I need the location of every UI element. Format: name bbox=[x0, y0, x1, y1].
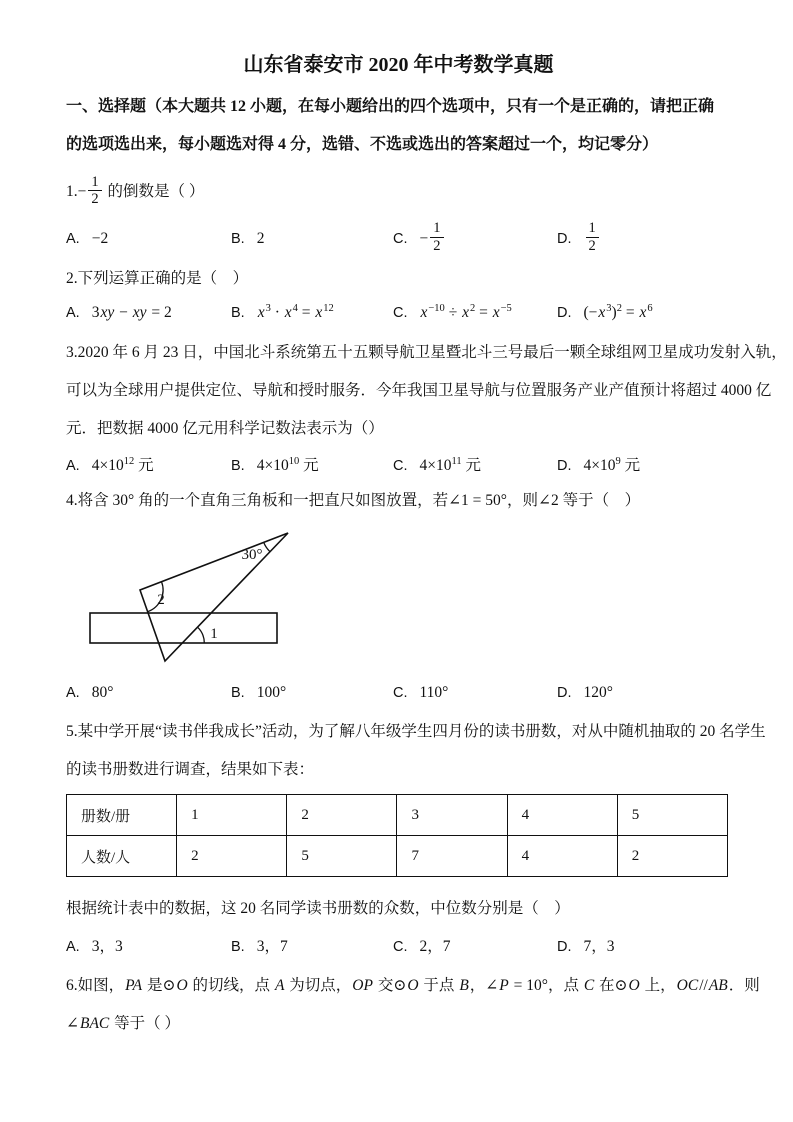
table-cell: 5 bbox=[287, 836, 397, 877]
question-1-option-b bbox=[231, 230, 393, 248]
option-label: A. bbox=[66, 685, 80, 701]
option-label: A. bbox=[66, 458, 80, 474]
text: = 2 bbox=[147, 304, 172, 321]
math-text: x bbox=[639, 304, 647, 321]
triangle-ruler-figure bbox=[80, 520, 320, 672]
text: 元 bbox=[620, 457, 641, 474]
question-1-stem bbox=[66, 168, 731, 216]
math-text: x bbox=[598, 304, 606, 321]
text: 于点 bbox=[419, 977, 459, 994]
angle-30-label: 30° bbox=[241, 547, 263, 563]
superscript: 2 bbox=[616, 302, 622, 314]
question-1 bbox=[66, 168, 731, 262]
option-body bbox=[92, 230, 109, 247]
superscript: 12 bbox=[323, 302, 334, 314]
text: 80° bbox=[91, 684, 114, 701]
math-text: O bbox=[407, 977, 419, 994]
question-2-option-d bbox=[557, 304, 731, 322]
table-cell: 1 bbox=[177, 795, 287, 836]
option-body bbox=[92, 457, 154, 474]
option-label: D. bbox=[557, 305, 572, 321]
text: = bbox=[297, 304, 315, 321]
superscript: 6 bbox=[647, 302, 653, 314]
question-3-line-2: 可以为全球用户提供定位、导航和授时服务．今年我国卫星导航与位置服务产业产值预计将超过 4000 亿 bbox=[66, 382, 772, 399]
option-label: B. bbox=[231, 305, 245, 321]
math-text: x bbox=[462, 304, 469, 321]
question-3-options bbox=[66, 450, 731, 478]
text: 等于（ ） bbox=[110, 1015, 181, 1032]
fraction-denominator: 2 bbox=[430, 237, 443, 254]
option-body bbox=[420, 938, 451, 955]
text: 120° bbox=[583, 684, 613, 701]
text: − bbox=[419, 229, 429, 247]
text: 4×10 bbox=[256, 457, 289, 474]
fraction-numerator: 1 bbox=[588, 220, 596, 237]
option-label: B. bbox=[231, 458, 245, 474]
option-body bbox=[420, 457, 482, 474]
option-body bbox=[257, 304, 334, 321]
angle-30-arc bbox=[264, 542, 270, 551]
question-3-option-c bbox=[393, 453, 557, 475]
question-5-option-d bbox=[557, 934, 731, 956]
question-4-option-b bbox=[231, 684, 393, 702]
option-label: B. bbox=[231, 685, 245, 701]
math-text: C bbox=[583, 977, 595, 994]
math-text: xy bbox=[100, 304, 115, 321]
text: 元 bbox=[299, 457, 319, 474]
question-3-option-a bbox=[66, 453, 231, 475]
superscript: 4 bbox=[292, 302, 298, 314]
question-5-post-line: 根据统计表中的数据，这 20 名同学读书册数的众数，中位数分别是（ ） bbox=[66, 900, 570, 917]
superscript: 11 bbox=[451, 455, 462, 467]
text: 是⊙ bbox=[143, 977, 176, 994]
question-3-option-d bbox=[557, 453, 731, 475]
text: 元 bbox=[134, 457, 154, 474]
question-3 bbox=[66, 334, 787, 478]
option-body bbox=[92, 304, 172, 321]
option-label: C. bbox=[393, 230, 408, 247]
section-heading bbox=[66, 88, 731, 164]
option-label: D. bbox=[557, 685, 572, 701]
math-text: x bbox=[284, 304, 292, 321]
superscript: −10 bbox=[428, 302, 445, 314]
text: = bbox=[475, 304, 492, 321]
table-cell: 2 bbox=[617, 836, 727, 877]
option-body bbox=[584, 304, 653, 321]
text: 3，7 bbox=[256, 938, 288, 955]
text: 6.如图， bbox=[66, 977, 125, 994]
math-text: A bbox=[274, 977, 285, 994]
text: 3，3 bbox=[91, 938, 123, 955]
math-text: PA bbox=[125, 977, 143, 994]
text: = bbox=[621, 304, 639, 321]
text: 元 bbox=[461, 457, 482, 474]
question-1-option-a bbox=[66, 230, 231, 248]
option-body bbox=[257, 457, 319, 474]
question-2-option-c bbox=[393, 304, 557, 322]
question-2-option-a bbox=[66, 304, 231, 322]
option-body bbox=[419, 220, 446, 254]
text: 7，3 bbox=[583, 938, 615, 955]
text: 4×10 bbox=[583, 457, 616, 474]
option-label: C. bbox=[393, 305, 408, 321]
option-label: D. bbox=[557, 230, 572, 247]
angle-2-label: 2 bbox=[157, 592, 165, 608]
question-4-option-d bbox=[557, 684, 731, 702]
question-2-stem: 2.下列运算正确的是（ ） bbox=[66, 270, 249, 287]
option-body bbox=[257, 684, 286, 701]
option-label: D. bbox=[557, 458, 572, 474]
superscript: −5 bbox=[500, 302, 512, 314]
math-text: O bbox=[628, 977, 640, 994]
fraction-numerator: 1 bbox=[91, 173, 99, 190]
text: 的切线，点 bbox=[188, 977, 274, 994]
text: ∠ bbox=[66, 1015, 79, 1032]
question-5-option-b bbox=[231, 934, 393, 956]
question-4-option-a bbox=[66, 684, 231, 702]
text: 交⊙ bbox=[373, 977, 407, 994]
fraction bbox=[430, 220, 443, 253]
math-text: x bbox=[492, 304, 500, 321]
superscript: 9 bbox=[615, 455, 621, 467]
question-5-line-2: 的读书册数进行调查，结果如下表： bbox=[66, 761, 315, 778]
option-body bbox=[257, 230, 265, 247]
text: ，∠ bbox=[469, 977, 499, 994]
question-6-line-2 bbox=[66, 1005, 731, 1043]
table-cell: 4 bbox=[507, 836, 617, 877]
question-2-options bbox=[66, 298, 731, 328]
text: ) bbox=[611, 304, 617, 321]
table-cell: 5 bbox=[617, 795, 727, 836]
question-1-option-c bbox=[393, 222, 557, 255]
text: 的倒数是（ ） bbox=[103, 183, 205, 200]
option-body bbox=[257, 938, 288, 955]
text: · bbox=[270, 304, 284, 321]
table-cell: 册数/册 bbox=[67, 795, 177, 836]
superscript: 3 bbox=[265, 302, 271, 314]
option-label: C. bbox=[393, 939, 408, 955]
table-cell: 4 bbox=[507, 795, 617, 836]
angle-1-arc bbox=[198, 627, 205, 643]
superscript: 3 bbox=[606, 302, 612, 314]
text: (− bbox=[583, 304, 598, 321]
option-body bbox=[420, 304, 512, 321]
question-1-options bbox=[66, 216, 731, 262]
text: − bbox=[77, 183, 87, 200]
superscript: 10 bbox=[288, 455, 300, 467]
question-2-option-b bbox=[231, 304, 393, 322]
question-3-line-3: 元．把数据 4000 亿元用科学记数法表示为（） bbox=[66, 420, 384, 437]
option-body bbox=[92, 938, 123, 955]
text: 在⊙ bbox=[595, 977, 628, 994]
math-text: x bbox=[420, 304, 428, 321]
table-cell: 7 bbox=[397, 836, 507, 877]
option-label: B. bbox=[231, 231, 245, 247]
question-5-line-1: 5.某中学开展“读书伴我成长”活动，为了解八年级学生四月份的读书册数，对从中随机抽取的 20 名学生 bbox=[66, 723, 766, 740]
question-4-stem: 4.将含 30° 角的一个直角三角板和一把直尺如图放置，若∠1 = 50°，则∠2 等于（ ） bbox=[66, 492, 641, 509]
math-text: x bbox=[257, 304, 265, 321]
ruler-rect bbox=[90, 613, 277, 643]
question-3-option-b bbox=[231, 453, 393, 475]
option-label: A. bbox=[66, 939, 80, 955]
table-cell: 3 bbox=[397, 795, 507, 836]
text: 3 bbox=[91, 304, 100, 321]
math-text: OC bbox=[676, 977, 699, 994]
math-text: P bbox=[499, 977, 509, 994]
option-label: C. bbox=[393, 458, 408, 474]
superscript: 2 bbox=[469, 302, 476, 314]
text: 1. bbox=[66, 183, 78, 200]
question-4 bbox=[66, 486, 731, 707]
fraction-numerator: 1 bbox=[433, 220, 441, 237]
option-body bbox=[420, 684, 449, 701]
table-row bbox=[67, 836, 728, 877]
text: 上， bbox=[640, 977, 676, 994]
option-label: D. bbox=[557, 939, 572, 955]
reading-count-table bbox=[66, 794, 728, 877]
superscript: 12 bbox=[123, 455, 135, 467]
option-body bbox=[584, 457, 641, 474]
option-label: A. bbox=[66, 231, 80, 247]
text: − bbox=[115, 304, 132, 321]
text: ÷ bbox=[444, 304, 462, 321]
text: 为切点， bbox=[285, 977, 352, 994]
fraction-denominator: 2 bbox=[88, 190, 101, 207]
question-3-line-1: 3.2020 年 6 月 23 日，中国北斗系统第五十五颗导航卫星暨北斗三号最后一颗全球组网卫星成功发射入轨， bbox=[66, 344, 787, 361]
question-4-options bbox=[66, 679, 731, 707]
text: 4×10 bbox=[91, 457, 124, 474]
question-6 bbox=[66, 967, 760, 1043]
question-2 bbox=[66, 264, 731, 328]
math-text: xy bbox=[132, 304, 147, 321]
question-5-option-a bbox=[66, 934, 231, 956]
option-label: A. bbox=[66, 305, 80, 321]
option-body bbox=[584, 938, 615, 955]
question-5-options bbox=[66, 931, 731, 959]
option-label: B. bbox=[231, 939, 245, 955]
text: −2 bbox=[91, 230, 109, 247]
option-label: C. bbox=[393, 685, 408, 701]
table-cell: 2 bbox=[177, 836, 287, 877]
math-text: O bbox=[176, 977, 188, 994]
math-text: x bbox=[315, 304, 323, 321]
question-5-option-c bbox=[393, 934, 557, 956]
option-body bbox=[584, 220, 601, 254]
math-text: B bbox=[459, 977, 469, 994]
question-6-line-1 bbox=[66, 967, 760, 1005]
text: 100° bbox=[256, 684, 287, 701]
question-4-option-c bbox=[393, 684, 557, 702]
text: 110° bbox=[419, 684, 449, 701]
table-row bbox=[67, 795, 728, 836]
table-cell: 2 bbox=[287, 795, 397, 836]
math-text: BAC bbox=[80, 1015, 110, 1032]
text: // bbox=[699, 977, 708, 994]
fraction-denominator: 2 bbox=[586, 237, 599, 254]
text: 2，7 bbox=[419, 938, 451, 955]
fraction bbox=[88, 174, 101, 207]
fraction bbox=[586, 220, 599, 253]
page-title: 山东省泰安市 2020 年中考数学真题 bbox=[243, 54, 554, 76]
question-4-figure bbox=[80, 520, 731, 677]
table-cell: 人数/人 bbox=[67, 836, 177, 877]
section-heading-line-2: 的选项选出来，每小题选对得 4 分，选错、不选或选出的答案超过一个，均记零分） bbox=[66, 136, 659, 153]
math-text: OP bbox=[352, 977, 373, 994]
math-text: AB bbox=[708, 977, 728, 994]
option-body bbox=[92, 684, 114, 701]
question-5 bbox=[66, 713, 766, 959]
section-heading-line-1: 一、选择题（本大题共 12 小题，在每小题给出的四个选项中，只有一个是正确的，请把正确 bbox=[66, 98, 715, 115]
text: = 10°，点 bbox=[509, 977, 583, 994]
text: ．则 bbox=[728, 977, 760, 994]
text: 4×10 bbox=[419, 457, 452, 474]
option-body bbox=[584, 684, 613, 701]
text: 2 bbox=[256, 230, 265, 247]
question-1-option-d bbox=[557, 222, 731, 255]
angle-1-label: 1 bbox=[210, 626, 218, 642]
